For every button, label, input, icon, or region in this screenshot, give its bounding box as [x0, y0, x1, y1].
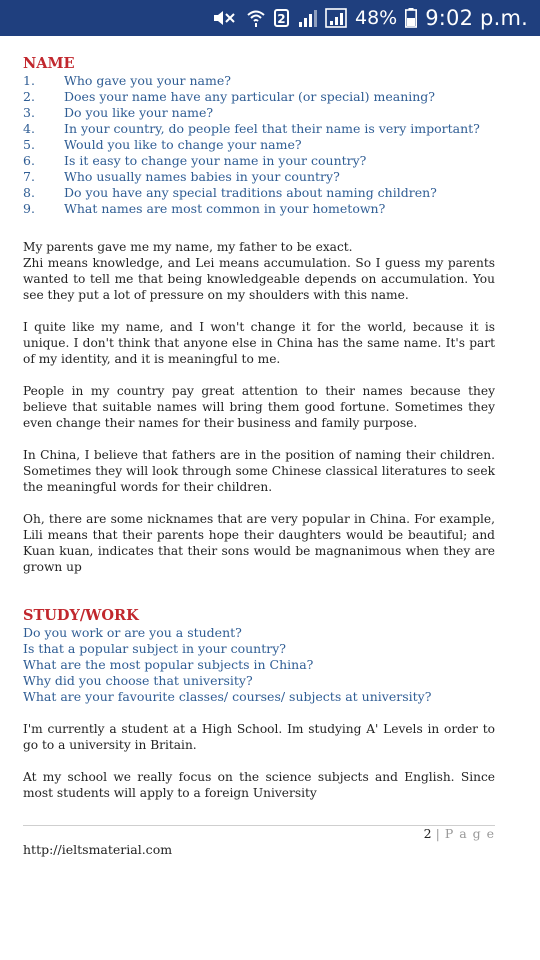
answer-paragraph: Oh, there are some nicknames that are very popular in China. For example, Lili means that their parents hope their daughters would be beautiful; and Kuan kuan, indicates that their sons would be magnanimous when they are grown up [23, 512, 495, 574]
wifi-icon [246, 7, 266, 29]
question-item [23, 689, 495, 705]
page-number-value: 2 [423, 826, 432, 841]
question-item [23, 73, 495, 89]
question-number: 2. [23, 89, 35, 104]
question-item [23, 201, 495, 217]
answer-paragraph: People in my country pay great attention to their names because they believe that suitable names will bring them good fortune. Sometimes they even change their names for their business and family purpose. [23, 384, 495, 430]
question-item [23, 137, 495, 153]
question-item [23, 625, 495, 641]
question-text: Is it easy to change your name in your country? [64, 153, 367, 168]
answer-paragraph: At my school we really focus on the science subjects and English. Since most students will apply to a foreign University [23, 770, 495, 800]
question-number: 4. [23, 121, 35, 136]
document-content [23, 55, 495, 801]
signal-icon [297, 7, 317, 29]
name-section-title: NAME [23, 55, 75, 72]
answer-paragraph: Zhi means knowledge, and Lei means accumulation. So I guess my parents wanted to tell me that being knowledgeable depends on accumulation. You see they put a lot of pressure on my shoulders with this name. [23, 256, 495, 302]
page-number [424, 826, 495, 841]
question-item [23, 673, 495, 689]
document-page[interactable] [0, 36, 540, 960]
question-text: Why did you choose that university? [23, 673, 253, 688]
answer-paragraph: In China, I believe that fathers are in the position of naming their children. Sometimes they will look through some Chinese classical literatures to seek the meaningful words for their children. [23, 448, 495, 494]
question-item [23, 105, 495, 121]
question-item [23, 641, 495, 657]
sim-icon [274, 7, 289, 29]
question-text: What are your favourite classes/ courses/ subjects at university? [23, 689, 432, 704]
question-number: 3. [23, 105, 35, 120]
question-item [23, 153, 495, 169]
answer-paragraph: I quite like my name, and I won't change it for the world, because it is unique. I don't think that anyone else in China has the same name. It's part of my identity, and it is meaningful to me. [23, 320, 495, 366]
mute-icon [212, 7, 238, 29]
question-number: 1. [23, 73, 35, 88]
footer-url: http://ieltsmaterial.com [23, 842, 173, 857]
page-number-label: P a g e [444, 826, 495, 841]
page-number-separator: | [435, 826, 441, 841]
study-questions-list [23, 625, 495, 705]
question-item [23, 657, 495, 673]
answer-paragraph: I'm currently a student at a High School. Im studying A' Levels in order to go to a university in Britain. [23, 722, 495, 752]
question-text: Who gave you your name? [64, 73, 231, 88]
question-item [23, 185, 495, 201]
question-text: What are the most popular subjects in China? [23, 657, 314, 672]
status-bar [0, 0, 540, 36]
question-text: Who usually names babies in your country? [64, 169, 340, 184]
question-number: 9. [23, 201, 35, 216]
study-section-title: STUDY/WORK [23, 607, 139, 624]
question-text: What names are most common in your hometown? [64, 201, 386, 216]
question-text: Do you work or are you a student? [23, 625, 242, 640]
signal-icon-secondary [325, 7, 347, 29]
battery-percent: 48% [354, 7, 398, 29]
question-item [23, 89, 495, 105]
question-number: 7. [23, 169, 35, 184]
question-text: In your country, do people feel that their name is very important? [64, 121, 480, 136]
question-text: Would you like to change your name? [64, 137, 302, 152]
question-item [23, 121, 495, 137]
clock: 9:02 p.m. [425, 6, 528, 30]
question-number: 8. [23, 185, 35, 200]
battery-icon [405, 7, 417, 29]
question-item [23, 169, 495, 185]
answer-paragraph: My parents gave me my name, my father to be exact. [23, 240, 353, 254]
question-number: 5. [23, 137, 35, 152]
question-text: Is that a popular subject in your country? [23, 641, 286, 656]
question-number: 6. [23, 153, 35, 168]
question-text: Does your name have any particular (or special) meaning? [64, 89, 435, 104]
sim-slot-label: 2 [274, 9, 289, 27]
name-questions-list [23, 73, 495, 217]
question-text: Do you like your name? [64, 105, 214, 120]
question-text: Do you have any special traditions about naming children? [64, 185, 437, 200]
